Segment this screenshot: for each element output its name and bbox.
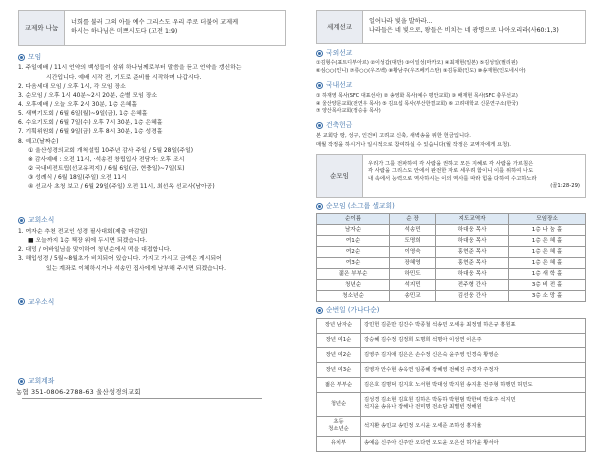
member-list: 송예음 신주아 신주안 오다연 오도윤 오은선 허가윤 황서아 xyxy=(361,436,586,451)
table-row xyxy=(317,291,586,302)
bullet-circle-icon xyxy=(18,217,25,224)
table-row xyxy=(317,392,586,416)
church-news-title: 교회소식 xyxy=(28,216,55,225)
bullet-circle-icon xyxy=(316,203,323,210)
cells-heading xyxy=(316,202,586,210)
bullet-circle-icon xyxy=(316,50,323,57)
meeting-item: 시간입니다. 예배 시작 전, 기도로 준비를 시작하며 나갑시다. xyxy=(46,74,202,81)
table-cell: 이영숙 xyxy=(390,247,436,258)
cell-verse-line: 우리가 그를 전파하여 각 사람을 권하고 모든 지혜로 각 사람을 가르침은 xyxy=(368,161,534,168)
column-header: 모임장소 xyxy=(509,214,586,225)
building-title: 건축헌금 xyxy=(326,121,353,129)
domestic-line: ① 하재영 목사(SFC 대표선사) ② 송영화 목사(예수 평안교회) ③ 배재현 목사(SFC 충무선교) xyxy=(316,92,518,99)
news-item: 2. 대밍 / 어바일님을 맞이하여 청년순에서 떡을 대접합니다. xyxy=(18,247,172,254)
cell-verse-ref: (골1:28-29) xyxy=(550,183,580,190)
table-cell: 1층 은 혜 홀 xyxy=(509,236,586,247)
meeting-item: 1. 주일예배 / 11시 언약의 백성들이 삼위 하나님께로부터 말씀을 듣고 언약을 갱신하는 xyxy=(18,65,242,72)
cell-verse xyxy=(363,155,585,197)
staff-news-heading xyxy=(18,298,286,306)
group-name: 초등 청소년순 xyxy=(317,416,361,436)
cells-title: 순모임 (소그룹 셀교회) xyxy=(326,201,395,210)
member-list: 석지환 송민교 송민정 오시윤 오세준 조하성 홍지율 xyxy=(361,416,586,436)
news-item: ■ 오늘까지 1층 책장 위에 두시면 되겠습니다. xyxy=(28,238,148,245)
table-cell: 청년순 xyxy=(317,280,390,291)
table-cell: 남자순 xyxy=(317,225,390,236)
table-cell: 하대웅 목사 xyxy=(436,236,509,247)
column-header: 지도교역자 xyxy=(436,214,509,225)
meeting-item: 3. 순모임 / 오후 1시 40분~2시 20분, 순별 모임 장소 xyxy=(18,92,158,99)
table-row xyxy=(317,333,586,348)
mission-intro-box xyxy=(316,10,586,44)
meeting-item: ※ 감사예배 : 오전 11시, ·석송전 창립입사 전담자: 오후 조시 xyxy=(28,156,185,163)
mission-verse-line: 나라들은 네 빛으로, 왕들은 비치는 네 광명으로 나아오리라(사60:1,3) xyxy=(369,27,559,34)
bullet-circle-icon xyxy=(316,82,323,89)
staff-news-title: 교우소식 xyxy=(28,297,55,306)
table-row xyxy=(317,378,586,393)
table-cell: 홍현준 목사 xyxy=(436,258,509,269)
building-line: 본 교회당 땅, 성구, 인건비 고려교 신축, 새벽송을 위한 헌금입니다. xyxy=(316,133,471,140)
member-list: 김영주 김지애 김은은 손수정 신은숙 윤주영 인경숙 황영순 xyxy=(361,348,586,363)
meeting-item: 8. 예고(날짜순) xyxy=(18,138,59,145)
account-title: 교회계좌 xyxy=(28,377,55,385)
overseas-line: ①김형수(표트디부아르) ②이성갑(대만) ③이일성(마카오) ④최재현(일본) ⑤김성일(필리핀) xyxy=(316,60,518,67)
member-list: 김성경 김소현 김효원 김하은 박동하 박현범 박한비 박효주 석지민 석지윤 송유나 장해나 전미명 전소담 최별빈 정해원 xyxy=(361,392,586,416)
table-cell: 장혜영 xyxy=(390,258,436,269)
church-news-heading xyxy=(18,216,286,224)
table-cell: 송민교 xyxy=(390,291,436,302)
meetings-heading xyxy=(18,53,286,61)
meetings-title: 모임 xyxy=(28,53,42,61)
table-cell: 젊은 부부순 xyxy=(317,269,390,280)
table-cell: 홍현준 목사 xyxy=(436,247,509,258)
domestic-heading xyxy=(316,81,586,89)
bullet-circle-icon xyxy=(18,378,25,385)
mission-verse-line: 일어나라 빛을 발하라... xyxy=(369,18,433,26)
table-row xyxy=(317,236,586,247)
member-list: 강승혜 김수정 김정희 도명희 석명아 이성연 이은주 xyxy=(361,333,586,348)
table-cell: 1층 은 혜 홀 xyxy=(509,247,586,258)
fellowship-verse-line: 너희를 불러 그의 아들 예수 그리스도 우리 주로 더불어 교제케 xyxy=(71,19,239,27)
fellowship-tag: 교제와 나눔 xyxy=(19,11,65,45)
column-header: 순이름 xyxy=(317,214,390,225)
divider xyxy=(22,398,262,399)
table-row xyxy=(317,280,586,291)
meeting-item: 7. 기획위원회 / 6월 9일(금) 오후 8시 30분, 1층 성경홀 xyxy=(18,129,163,136)
table-row xyxy=(317,225,586,236)
overseas-title: 국외선교 xyxy=(326,49,353,57)
cell-verse-box xyxy=(316,154,586,198)
meeting-item: 4. 오후예배 / 오늘 오후 2시 30분, 1층 은혜홀 xyxy=(18,102,138,109)
bullet-circle-icon xyxy=(18,298,25,305)
church-news-list xyxy=(18,228,286,274)
overseas-heading xyxy=(316,49,586,57)
table-cell: 석지민 xyxy=(390,280,436,291)
table-row xyxy=(317,269,586,280)
table-cell: 3층 소 망 홀 xyxy=(509,291,586,302)
table-cell: 1층 나 눔 홀 xyxy=(509,225,586,236)
table-row xyxy=(317,247,586,258)
right-page xyxy=(300,0,600,447)
cell-verse-line: 내 속에서 능력으로 역사하시는 이의 역사를 따라 힘을 다하여 수고하노라 xyxy=(368,175,537,182)
order-title: 순번일 (가나다순) xyxy=(326,306,380,315)
group-name: 젊은 부부순 xyxy=(317,378,361,393)
building-heading xyxy=(316,121,586,129)
table-cell: 김선웅 간사 xyxy=(436,291,509,302)
table-cell: 1층 새 학 홀 xyxy=(509,269,586,280)
table-cell: 전주형 간사 xyxy=(436,280,509,291)
table-cell: 여1순 xyxy=(317,236,390,247)
table-cell: 하대웅 목사 xyxy=(436,225,509,236)
bank-account: 농협 351-0806-2788-63 울산성경의교회 xyxy=(16,388,141,396)
meeting-item: ① 울산성경의교회 개척설립 10주년 감사 주일 / 5월 28일(주일) xyxy=(28,147,194,154)
bullet-circle-icon xyxy=(18,54,25,61)
order-table xyxy=(316,318,586,452)
table-cell: 하민도 xyxy=(390,269,436,280)
table-row xyxy=(317,363,586,378)
table-cell: 청소년순 xyxy=(317,291,390,302)
domestic-line: ⑦ 양산목사교회(정승웅 목사) xyxy=(316,108,381,115)
meetings-list xyxy=(18,64,286,192)
fellowship-verse-line: 하시는 하나님은 미쁘시도다 (고전 1:9) xyxy=(71,28,178,35)
table-row xyxy=(317,416,586,436)
domestic-title: 국내선교 xyxy=(326,81,353,90)
group-name: 장년 여1순 xyxy=(317,333,361,348)
cell-group-rows xyxy=(317,225,586,302)
group-name: 장년 여3순 xyxy=(317,363,361,378)
building-line: 매월 작정을 하시거나 일시적으로 참여하실 수 있습니다(월 작정은 교역자에게 요청). xyxy=(316,141,511,148)
table-header-row xyxy=(317,214,586,225)
mission-tag: 세계선교 xyxy=(317,11,363,43)
group-name: 유치부 xyxy=(317,436,361,451)
table-row xyxy=(317,258,586,269)
account-heading xyxy=(18,377,54,385)
cell-verse-line: 각 사람을 그리스도 안에서 완전한 자로 세우려 함이니 이를 위하여 나도 xyxy=(368,168,534,175)
bullet-circle-icon xyxy=(316,122,323,129)
member-list: 강민헌 김준만 김진수 박종철 석송민 오세웅 최정열 하은규 홍원표 xyxy=(361,318,586,333)
table-cell: 하대웅 목사 xyxy=(436,269,509,280)
group-name: 장년 남자순 xyxy=(317,318,361,333)
order-heading xyxy=(316,306,586,314)
table-row xyxy=(317,318,586,333)
domestic-line: ④ 울산양문교회(전연우 목사) ⑤ 김요섭 목사(부산한결교회) ⑥ 고려대학교 신문연구소(한국) xyxy=(316,100,519,107)
group-name: 장년 여2순 xyxy=(317,348,361,363)
news-item: 있는 계좌로 이체하시거나 석송민 집사에게 남부해 주시면 되겠습니다. xyxy=(46,265,226,272)
bullet-circle-icon xyxy=(316,307,323,314)
fellowship-intro-box xyxy=(18,10,286,46)
mission-verse xyxy=(363,11,585,43)
table-row xyxy=(317,348,586,363)
news-item: 1. 여자순 추천 전교인 성경 필사대회(제출 마감일) xyxy=(18,228,148,235)
meeting-item: ② 국내비전트립(선교유적지) / 6월 6일(금, 현충일)~7일(토) xyxy=(28,166,185,173)
table-cell: 여2순 xyxy=(317,247,390,258)
meeting-item: 6. 수요기도회 / 6월 7일(수) 오후 7시 30분, 1층 은혜홀 xyxy=(18,120,163,127)
table-row xyxy=(317,436,586,451)
meeting-item: 5. 새벽기도회 / 6월 6일(월)~9일(금), 1층 은혜홀 xyxy=(18,111,148,118)
left-page xyxy=(0,0,300,424)
column-header: 순 장 xyxy=(390,214,436,225)
cell-verse-tag: 순모임 xyxy=(317,155,363,197)
table-cell: 3층 비 전 홀 xyxy=(509,280,586,291)
meeting-item: ④ 선교사 초청 보고 / 6월 29일(주일) 오전 11시, 최선옥 선교사(남아공) xyxy=(28,184,215,191)
fellowship-verse xyxy=(65,11,285,45)
table-cell: 1층 은 혜 홀 xyxy=(509,258,586,269)
news-item: 3. 해입성경 / 5월~8월초가 비치되어 있습니다. 가지고 가시고 금액은 게시되어 xyxy=(18,256,222,263)
meeting-item: ③ 성례식 / 6월 18일(주일) 오전 11시 xyxy=(28,175,127,182)
member-list: 김은호 김명덕 김지호 노서현 박대성 박지원 송지훈 전주형 하행민 허민도 xyxy=(361,378,586,393)
member-list: 김영자 안수현 송옥연 임종혜 장혜영 전혜진 주경자 주정자 xyxy=(361,363,586,378)
table-cell: 석송민 xyxy=(390,225,436,236)
table-cell: 도명희 xyxy=(390,236,436,247)
table-cell: 여3순 xyxy=(317,258,390,269)
cell-group-table xyxy=(316,213,586,302)
group-name: 청년순 xyxy=(317,392,361,416)
overseas-line: ⑥심○○(인니) ⑦류○○(우즈벡) ⑧황남주(우즈베키스탄) ⑨김동화(인도) ⑩송재현(인도네시아) xyxy=(316,68,526,75)
meeting-item: 2. 다음세대 모임 / 오후 1시, 각 모임 장소 xyxy=(18,83,126,90)
